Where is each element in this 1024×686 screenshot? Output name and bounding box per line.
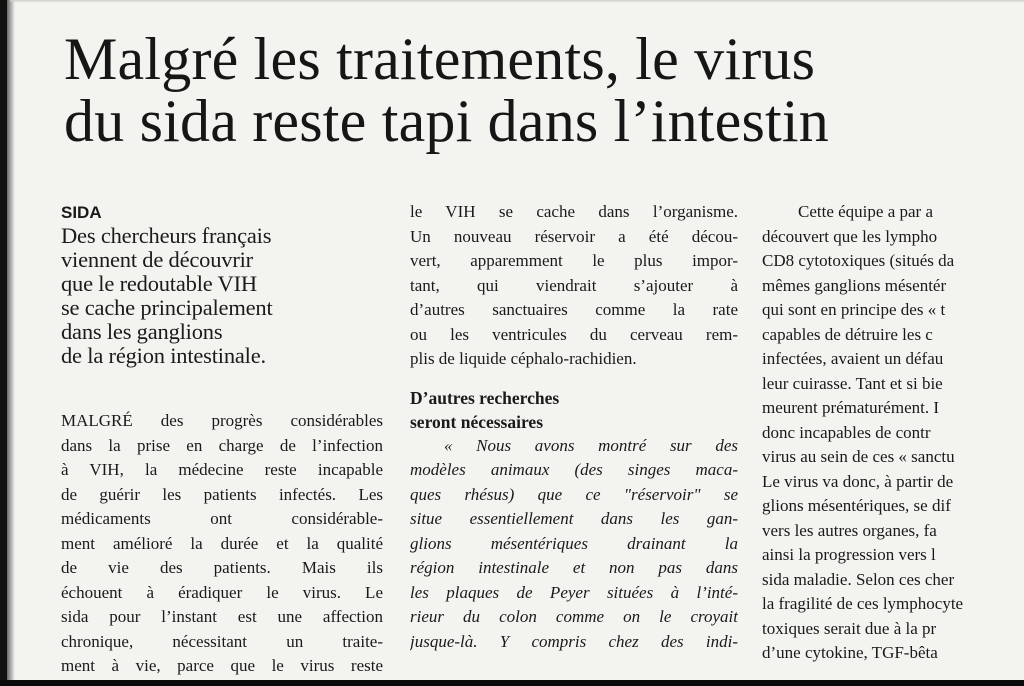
article-column-1 — [61, 200, 383, 680]
body-line: infectées, avaient un défau — [762, 349, 944, 368]
body-line: ment amélioré la durée et la qualité — [61, 533, 383, 553]
body-line: sida pour l’instant est une affection — [61, 607, 383, 626]
chapo-line: dans les ganglions — [61, 319, 223, 344]
body-line: ou les ventricules du cerveau rem- — [410, 324, 738, 344]
body-line: ainsi la progression vers l — [762, 545, 936, 564]
body-line: chronique, nécessitant un traite- — [61, 631, 383, 651]
article-body-column-1 — [61, 409, 383, 679]
quote-line: modèles animaux (des singes maca- — [410, 460, 738, 479]
body-line: Cette équipe a par a — [798, 202, 933, 221]
quote-line: « Nous avons montré sur des — [444, 435, 738, 455]
body-line: sida maladie. Selon ces cher — [762, 569, 955, 589]
body-line: toxiques serait due à la pr — [762, 618, 937, 638]
body-line: ment à vie, parce que le virus reste — [61, 656, 383, 675]
body-line: la fragilité de ces lymphocyte — [762, 594, 964, 613]
body-line: donc incapables de contr — [762, 422, 931, 442]
body-line: Le virus va donc, à partir de — [762, 471, 954, 491]
quote-line: région intestinale et non pas dans — [410, 558, 738, 577]
body-line: mêmes ganglions mésentér — [762, 275, 947, 295]
chapo-line: Des chercheurs français — [61, 223, 272, 248]
body-line: leur cuirasse. Tant et si bie — [762, 373, 943, 393]
article-column-2 — [410, 200, 738, 680]
subheading-line: D’autres recherches — [410, 387, 560, 408]
researcher-quote — [410, 434, 738, 655]
body-line: plis de liquide céphalo-rachidien. — [410, 349, 637, 368]
body-line: CD8 cytotoxiques (situés da — [762, 251, 955, 270]
chapo-line: viennent de découvrir — [61, 247, 253, 272]
body-line: vert, apparemment le plus impor- — [410, 251, 738, 270]
article-headline — [64, 28, 1014, 152]
article-chapo — [61, 224, 383, 368]
body-line: le VIH se cache dans l’organisme. — [410, 202, 738, 221]
body-line: virus au sein de ces « sanctu — [762, 447, 955, 466]
section-kicker: SIDA — [61, 203, 102, 222]
quote-line: glions mésentériques drainant la — [410, 533, 738, 553]
quote-line: situe essentiellement dans les gan- — [410, 509, 738, 528]
headline-line-2: du sida reste tapi dans l’intestin — [64, 88, 829, 154]
body-line: tant, qui viendrait s’ajouter à — [410, 275, 738, 295]
body-line: échouent à éradiquer le virus. Le — [61, 582, 383, 602]
body-line: de guérir les patients infectés. Les — [61, 484, 383, 504]
subheading-line: seront nécessaires — [410, 411, 544, 432]
body-line: de vie des patients. Mais ils — [61, 558, 383, 577]
chapo-line: que le redoutable VIH — [61, 271, 257, 296]
quote-line: jusque-là. Y compris chez des indi- — [410, 631, 738, 651]
headline-line-1: Malgré les traitements, le virus — [64, 26, 816, 92]
body-line: vers les autres organes, fa — [762, 520, 937, 540]
chapo-line: se cache principalement — [61, 295, 273, 320]
body-line: dans la prise en charge de l’infection — [61, 435, 383, 455]
body-line: MALGRÉ des progrès considérables — [61, 411, 383, 430]
body-line: médicaments ont considérable- — [61, 509, 383, 528]
body-line: Un nouveau réservoir a été décou- — [410, 226, 738, 246]
scan-bottom-border — [0, 680, 1024, 686]
article-column-3 — [762, 200, 1024, 680]
body-line: d’une cytokine, TGF-bêta — [762, 643, 938, 662]
body-line: découvert que les lympho — [762, 226, 938, 246]
article-subheading — [410, 386, 738, 434]
body-line: qui sont en principe des « t — [762, 300, 946, 319]
body-line: meurent prématurément. I — [762, 398, 940, 417]
column-2-intro — [410, 200, 738, 372]
quote-line: ques rhésus) que ce "réservoir" se — [410, 484, 738, 504]
page-top-rule — [10, 0, 1024, 3]
quote-line: les plaques de Peyer situées à l’inté- — [410, 582, 738, 602]
page-edge-shadow — [7, 0, 15, 686]
body-line: d’autres sanctuaires comme la rate — [410, 300, 738, 319]
body-line: glions mésentériques, se dif — [762, 496, 951, 515]
chapo-line: de la région intestinale. — [61, 343, 266, 368]
body-line: à VIH, la médecine reste incapable — [61, 460, 383, 479]
quote-line: rieur du colon comme on le croyait — [410, 607, 738, 626]
body-line: capables de détruire les c — [762, 324, 933, 344]
